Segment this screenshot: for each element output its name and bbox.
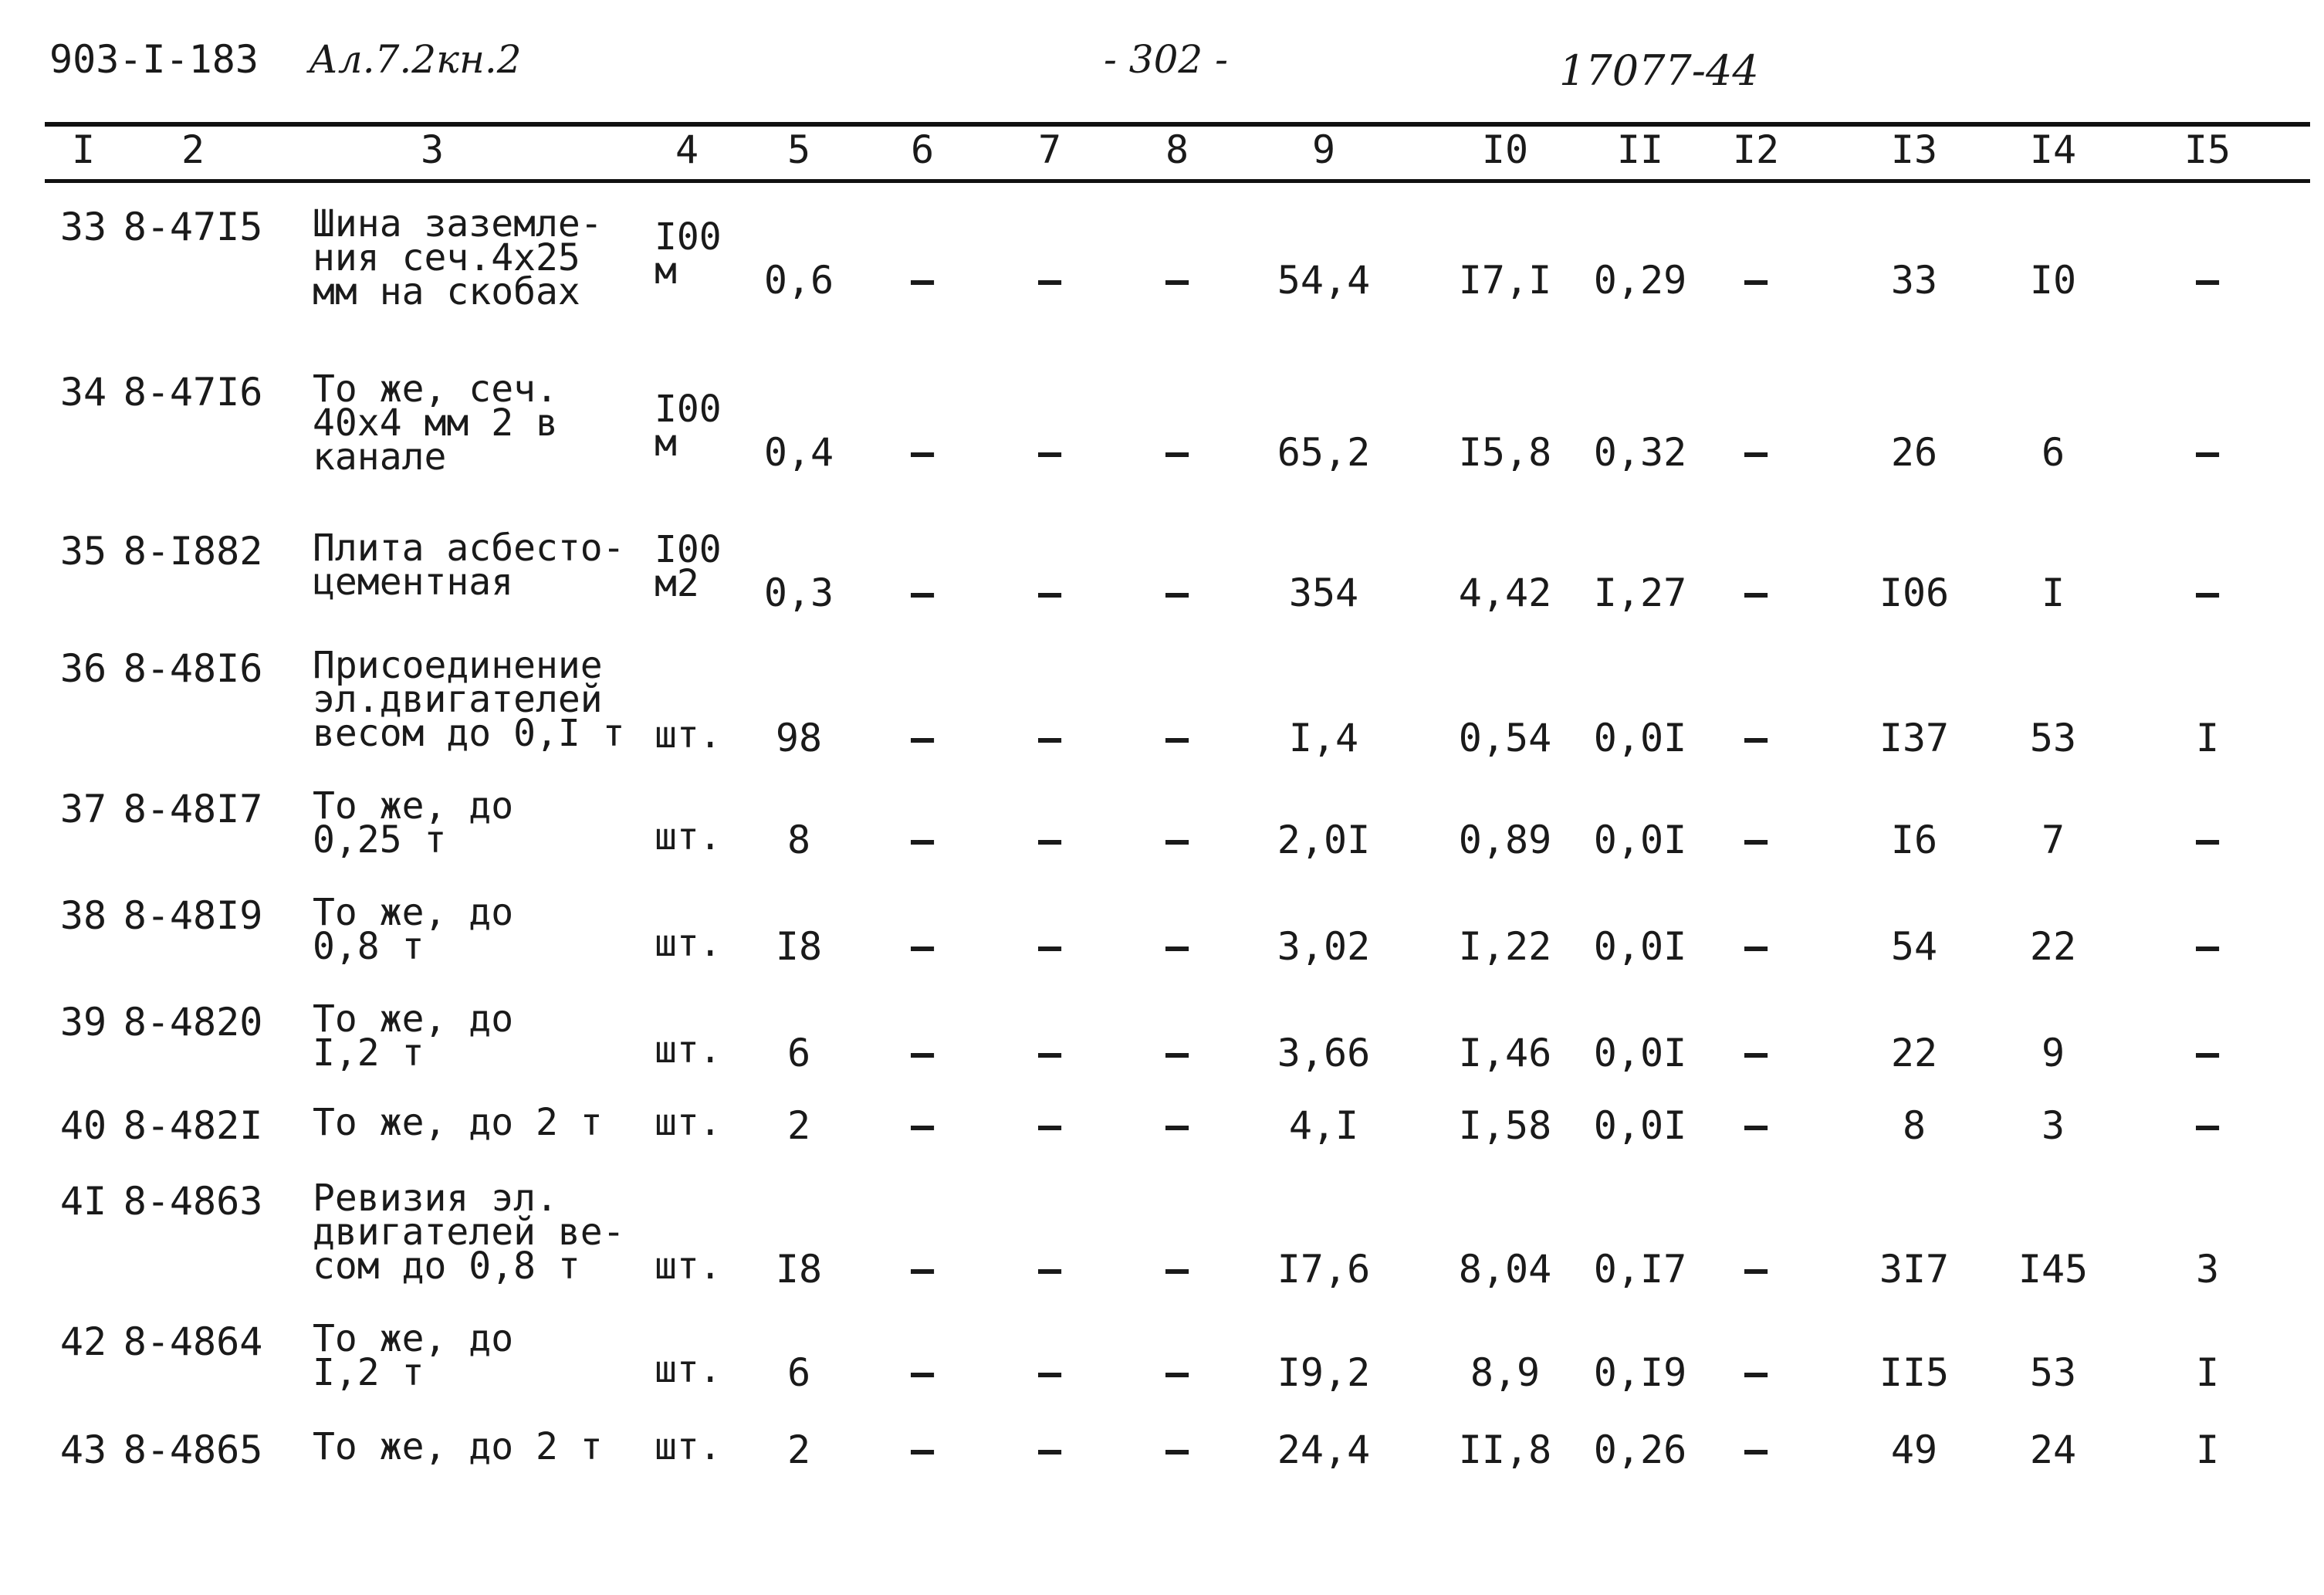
empty-cell-dash: – bbox=[1037, 1031, 1062, 1075]
unit-of-measure: шт. bbox=[655, 713, 722, 757]
unit-of-measure: I00 м2 bbox=[655, 528, 722, 605]
empty-cell-dash: – bbox=[1165, 716, 1189, 760]
value-cell: I,46 bbox=[1458, 1031, 1552, 1075]
work-description: То же, до I,2 т bbox=[313, 997, 514, 1075]
column-header: I3 bbox=[1890, 127, 1938, 172]
work-description: То же, до 2 т bbox=[313, 1101, 603, 1144]
value-cell: I6 bbox=[1890, 818, 1938, 862]
column-header: I4 bbox=[2029, 127, 2077, 172]
inventory-number: 17077-44 bbox=[1559, 46, 1759, 95]
empty-cell-dash: – bbox=[1165, 571, 1189, 615]
value-cell: 54 bbox=[1890, 924, 1938, 969]
value-cell: 26 bbox=[1890, 430, 1938, 475]
column-header: 8 bbox=[1165, 127, 1189, 172]
rate-code: 8-48I6 bbox=[123, 646, 263, 691]
empty-cell-dash: – bbox=[1744, 1103, 1768, 1148]
empty-cell-dash: – bbox=[2195, 1103, 2220, 1148]
work-description: То же, сеч. 40х4 мм 2 в канале bbox=[313, 367, 558, 479]
column-header: 6 bbox=[910, 127, 935, 172]
table-top-rule bbox=[45, 122, 2310, 127]
row-number: 40 bbox=[59, 1103, 107, 1148]
value-cell: 22 bbox=[2029, 924, 2077, 969]
empty-cell-dash: – bbox=[1037, 1247, 1062, 1292]
value-cell: 0,I9 bbox=[1593, 1350, 1687, 1395]
empty-cell-dash: – bbox=[910, 430, 935, 475]
value-cell: 6 bbox=[787, 1031, 811, 1075]
unit-of-measure: шт. bbox=[655, 922, 722, 965]
value-cell: 0,3 bbox=[763, 571, 834, 615]
value-cell: 22 bbox=[1890, 1031, 1938, 1075]
row-number: 36 bbox=[59, 646, 107, 691]
column-header: I0 bbox=[1481, 127, 1529, 172]
value-cell: 33 bbox=[1890, 258, 1938, 303]
value-cell: 0,26 bbox=[1593, 1427, 1687, 1472]
unit-of-measure: I00 м bbox=[655, 215, 722, 293]
value-cell: 8,9 bbox=[1470, 1350, 1541, 1395]
column-header: I2 bbox=[1732, 127, 1780, 172]
value-cell: 0,0I bbox=[1593, 1031, 1687, 1075]
value-cell: I0 bbox=[2029, 258, 2077, 303]
empty-cell-dash: – bbox=[1744, 258, 1768, 303]
empty-cell-dash: – bbox=[1165, 818, 1189, 862]
value-cell: I8 bbox=[775, 1247, 823, 1292]
empty-cell-dash: – bbox=[910, 1103, 935, 1148]
column-header: 4 bbox=[675, 127, 699, 172]
value-cell: 3,66 bbox=[1277, 1031, 1371, 1075]
value-cell: 4,42 bbox=[1458, 571, 1552, 615]
rate-code: 8-4865 bbox=[123, 1427, 263, 1472]
empty-cell-dash: – bbox=[910, 1031, 935, 1075]
value-cell: 53 bbox=[2029, 1350, 2077, 1395]
value-cell: 3,02 bbox=[1277, 924, 1371, 969]
unit-of-measure: шт. bbox=[655, 1101, 722, 1144]
column-header: II bbox=[1616, 127, 1664, 172]
empty-cell-dash: – bbox=[1744, 716, 1768, 760]
empty-cell-dash: – bbox=[2195, 571, 2220, 615]
work-description: Шина заземле- ния сеч.4х25 мм на скобах bbox=[313, 202, 603, 313]
empty-cell-dash: – bbox=[1037, 924, 1062, 969]
value-cell: I45 bbox=[2018, 1247, 2089, 1292]
value-cell: I5,8 bbox=[1458, 430, 1552, 475]
rate-code: 8-4864 bbox=[123, 1319, 263, 1364]
empty-cell-dash: – bbox=[1744, 1427, 1768, 1472]
empty-cell-dash: – bbox=[910, 571, 935, 615]
empty-cell-dash: – bbox=[1037, 716, 1062, 760]
header-bottom-rule bbox=[45, 179, 2310, 183]
column-header: 5 bbox=[787, 127, 811, 172]
empty-cell-dash: – bbox=[2195, 924, 2220, 969]
empty-cell-dash: – bbox=[910, 1350, 935, 1395]
value-cell: 6 bbox=[2041, 430, 2065, 475]
column-header: 7 bbox=[1037, 127, 1062, 172]
value-cell: I37 bbox=[1879, 716, 1950, 760]
value-cell: I,27 bbox=[1593, 571, 1687, 615]
empty-cell-dash: – bbox=[1037, 818, 1062, 862]
row-number: 39 bbox=[59, 1000, 107, 1045]
empty-cell-dash: – bbox=[1744, 1247, 1768, 1292]
row-number: 43 bbox=[59, 1427, 107, 1472]
empty-cell-dash: – bbox=[2195, 430, 2220, 475]
rate-code: 8-I882 bbox=[123, 529, 263, 574]
unit-of-measure: шт. bbox=[655, 815, 722, 858]
value-cell: 354 bbox=[1288, 571, 1359, 615]
value-cell: 3 bbox=[2195, 1247, 2220, 1292]
value-cell: 9 bbox=[2041, 1031, 2065, 1075]
rate-code: 8-4820 bbox=[123, 1000, 263, 1045]
value-cell: 8 bbox=[787, 818, 811, 862]
empty-cell-dash: – bbox=[1165, 1350, 1189, 1395]
rate-code: 8-48I7 bbox=[123, 787, 263, 831]
value-cell: I bbox=[2195, 1427, 2220, 1472]
value-cell: 3I7 bbox=[1879, 1247, 1950, 1292]
value-cell: 0,32 bbox=[1593, 430, 1687, 475]
rate-code: 8-48I9 bbox=[123, 893, 263, 938]
unit-of-measure: шт. bbox=[655, 1028, 722, 1072]
value-cell: 0,I7 bbox=[1593, 1247, 1687, 1292]
empty-cell-dash: – bbox=[1037, 430, 1062, 475]
column-header: 3 bbox=[420, 127, 445, 172]
unit-of-measure: шт. bbox=[655, 1245, 722, 1288]
empty-cell-dash: – bbox=[1037, 1427, 1062, 1472]
row-number: 38 bbox=[59, 893, 107, 938]
value-cell: 0,0I bbox=[1593, 1103, 1687, 1148]
empty-cell-dash: – bbox=[910, 924, 935, 969]
value-cell: 0,0I bbox=[1593, 818, 1687, 862]
value-cell: I9,2 bbox=[1277, 1350, 1371, 1395]
empty-cell-dash: – bbox=[1165, 1247, 1189, 1292]
column-header: 9 bbox=[1311, 127, 1336, 172]
rate-code: 8-4863 bbox=[123, 1179, 263, 1224]
value-cell: 24,4 bbox=[1277, 1427, 1371, 1472]
row-number: 37 bbox=[59, 787, 107, 831]
value-cell: 0,6 bbox=[763, 258, 834, 303]
value-cell: 24 bbox=[2029, 1427, 2077, 1472]
value-cell: 98 bbox=[775, 716, 823, 760]
document-code: 903-I-183 bbox=[49, 37, 259, 82]
unit-of-measure: I00 м bbox=[655, 388, 722, 465]
empty-cell-dash: – bbox=[2195, 818, 2220, 862]
work-description: То же, до 0,25 т bbox=[313, 784, 514, 862]
unit-of-measure: шт. bbox=[655, 1348, 722, 1391]
value-cell: 49 bbox=[1890, 1427, 1938, 1472]
row-number: 35 bbox=[59, 529, 107, 574]
value-cell: 53 bbox=[2029, 716, 2077, 760]
empty-cell-dash: – bbox=[910, 818, 935, 862]
value-cell: II,8 bbox=[1458, 1427, 1552, 1472]
value-cell: 0,29 bbox=[1593, 258, 1687, 303]
empty-cell-dash: – bbox=[1037, 571, 1062, 615]
value-cell: I bbox=[2041, 571, 2065, 615]
value-cell: 54,4 bbox=[1277, 258, 1371, 303]
value-cell: I,4 bbox=[1288, 716, 1359, 760]
row-number: 34 bbox=[59, 370, 107, 415]
empty-cell-dash: – bbox=[1165, 430, 1189, 475]
value-cell: 7 bbox=[2041, 818, 2065, 862]
value-cell: 0,89 bbox=[1458, 818, 1552, 862]
value-cell: I,22 bbox=[1458, 924, 1552, 969]
empty-cell-dash: – bbox=[1744, 924, 1768, 969]
column-header: I5 bbox=[2184, 127, 2231, 172]
value-cell: 2,0I bbox=[1277, 818, 1371, 862]
empty-cell-dash: – bbox=[910, 716, 935, 760]
row-number: 33 bbox=[59, 205, 107, 249]
empty-cell-dash: – bbox=[1165, 1427, 1189, 1472]
empty-cell-dash: – bbox=[910, 258, 935, 303]
empty-cell-dash: – bbox=[1165, 924, 1189, 969]
value-cell: 8 bbox=[1902, 1103, 1927, 1148]
empty-cell-dash: – bbox=[1744, 571, 1768, 615]
value-cell: I,58 bbox=[1458, 1103, 1552, 1148]
value-cell: 0,0I bbox=[1593, 716, 1687, 760]
value-cell: 0,54 bbox=[1458, 716, 1552, 760]
empty-cell-dash: – bbox=[2195, 1031, 2220, 1075]
empty-cell-dash: – bbox=[1165, 258, 1189, 303]
work-description: Присоединение эл.двигателей весом до 0,I т bbox=[313, 644, 625, 755]
value-cell: 65,2 bbox=[1277, 430, 1371, 475]
empty-cell-dash: – bbox=[910, 1247, 935, 1292]
value-cell: 2 bbox=[787, 1103, 811, 1148]
album-reference: Ал.7.2кн.2 bbox=[309, 37, 522, 82]
value-cell: 6 bbox=[787, 1350, 811, 1395]
work-description: То же, до 0,8 т bbox=[313, 891, 514, 968]
row-number: 42 bbox=[59, 1319, 107, 1364]
rate-code: 8-47I5 bbox=[123, 205, 263, 249]
value-cell: I7,I bbox=[1458, 258, 1552, 303]
value-cell: II5 bbox=[1879, 1350, 1950, 1395]
empty-cell-dash: – bbox=[1037, 1103, 1062, 1148]
row-number: 4I bbox=[59, 1179, 107, 1224]
work-description: То же, до I,2 т bbox=[313, 1317, 514, 1394]
value-cell: I bbox=[2195, 1350, 2220, 1395]
value-cell: 4,I bbox=[1288, 1103, 1359, 1148]
empty-cell-dash: – bbox=[1744, 818, 1768, 862]
value-cell: 0,0I bbox=[1593, 924, 1687, 969]
column-header: 2 bbox=[181, 127, 205, 172]
work-description: То же, до 2 т bbox=[313, 1425, 603, 1468]
value-cell: 2 bbox=[787, 1427, 811, 1472]
empty-cell-dash: – bbox=[1744, 430, 1768, 475]
empty-cell-dash: – bbox=[2195, 258, 2220, 303]
value-cell: I bbox=[2195, 716, 2220, 760]
unit-of-measure: шт. bbox=[655, 1425, 722, 1468]
empty-cell-dash: – bbox=[1744, 1031, 1768, 1075]
value-cell: 3 bbox=[2041, 1103, 2065, 1148]
value-cell: I06 bbox=[1879, 571, 1950, 615]
empty-cell-dash: – bbox=[1744, 1350, 1768, 1395]
value-cell: 0,4 bbox=[763, 430, 834, 475]
page-number: - 302 - bbox=[1104, 37, 1229, 82]
value-cell: I7,6 bbox=[1277, 1247, 1371, 1292]
empty-cell-dash: – bbox=[1037, 258, 1062, 303]
work-description: Ревизия эл. двигателей ве- сом до 0,8 т bbox=[313, 1177, 625, 1288]
value-cell: 8,04 bbox=[1458, 1247, 1552, 1292]
empty-cell-dash: – bbox=[910, 1427, 935, 1472]
work-description: Плита асбесто- цементная bbox=[313, 527, 625, 604]
empty-cell-dash: – bbox=[1165, 1031, 1189, 1075]
empty-cell-dash: – bbox=[1037, 1350, 1062, 1395]
value-cell: I8 bbox=[775, 924, 823, 969]
empty-cell-dash: – bbox=[1165, 1103, 1189, 1148]
rate-code: 8-47I6 bbox=[123, 370, 263, 415]
rate-code: 8-482I bbox=[123, 1103, 263, 1148]
column-header: I bbox=[71, 127, 96, 172]
